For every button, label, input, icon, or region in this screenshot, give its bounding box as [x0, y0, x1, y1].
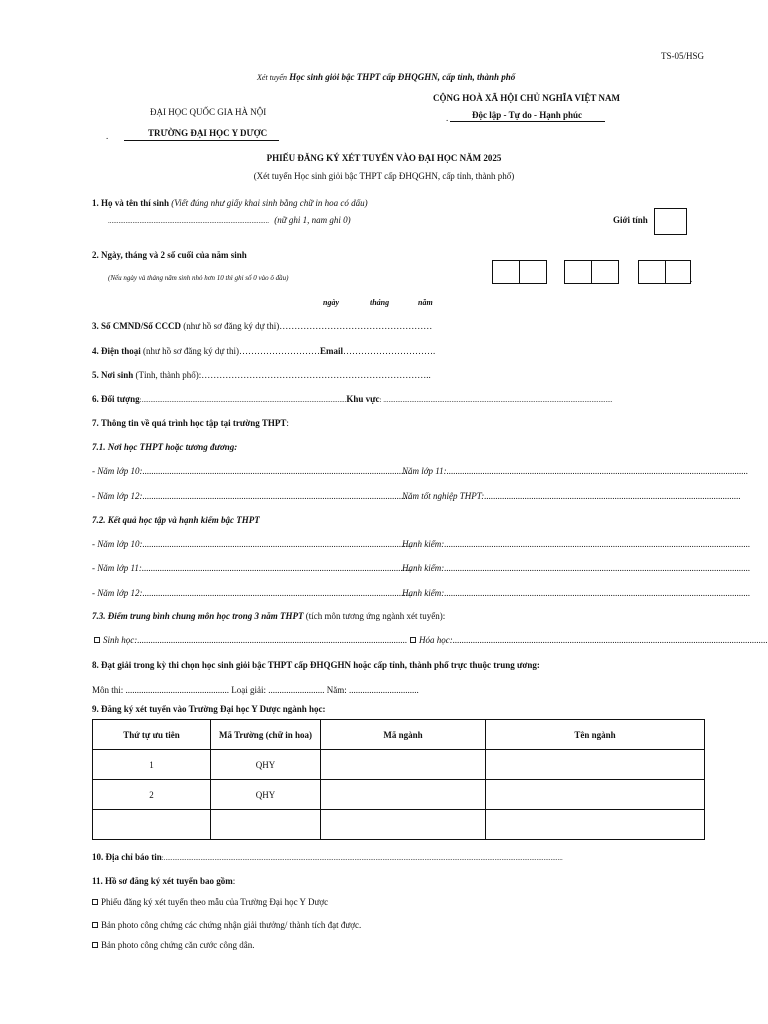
birthplace-label: 5. Nơi sinh — [92, 370, 134, 380]
registration-table — [92, 719, 705, 840]
day-digit-2-box[interactable] — [519, 260, 547, 284]
chemistry-option[interactable] — [410, 635, 768, 645]
birthplace-field[interactable] — [92, 370, 431, 380]
documents-colon: : — [232, 876, 236, 886]
biology-label: Sinh học:........................................................................................................................ — [103, 635, 408, 645]
month-digit-1-box[interactable] — [564, 260, 592, 284]
award-field[interactable]: Môn thi: .............................................. Loại giải: ......................... Năm: ............................... — [92, 685, 419, 695]
year-digit-2-box[interactable] — [665, 260, 691, 284]
priority-order-cell: 1 — [93, 750, 211, 780]
phone-email-field[interactable] — [92, 346, 435, 356]
day-caption: ngày — [323, 298, 339, 307]
right-dot: . — [446, 113, 449, 123]
gender-note: (nữ ghi 1, nam ghi 0) — [274, 215, 351, 225]
priority-field[interactable] — [92, 394, 612, 404]
fullname-label: 1. Họ và tên thí sinh — [92, 198, 170, 208]
school-code-header: Mã Trường (chữ in hoa) — [211, 720, 321, 750]
biology-option[interactable] — [94, 635, 408, 645]
priority-order-header: Thứ tự ưu tiên — [93, 720, 211, 750]
school-code-cell: QHY — [211, 780, 321, 810]
major-name-cell[interactable] — [486, 810, 705, 840]
education-label: 7. Thông tin về quá trình học tập tại trường THPT — [92, 418, 287, 428]
left-dot: . — [106, 131, 109, 141]
section-11 — [92, 876, 235, 886]
registration-label: 9. Đăng ký xét tuyển vào Trường Đại học Y Dược ngành học: — [92, 704, 326, 714]
education-colon: : — [286, 418, 289, 428]
priority-order-cell[interactable] — [93, 810, 211, 840]
section-7-1: 7.1. Nơi học THPT hoặc tương đương: — [92, 442, 238, 452]
year-digit-1-box[interactable] — [638, 260, 666, 284]
document-item-label: Bản photo công chứng căn cước công dân. — [101, 940, 255, 950]
school-name: TRƯỜNG ĐẠI HỌC Y DƯỢC — [148, 128, 268, 138]
documents-label: 11. Hồ sơ đăng ký xét tuyển bao gồm — [92, 876, 233, 886]
gpa-note: (tích môn tương ứng ngành xét tuyển): — [305, 611, 446, 621]
phone-label: 4. Điện thoại — [92, 346, 141, 356]
gender-box[interactable] — [654, 208, 687, 235]
priority-order-cell: 2 — [93, 780, 211, 810]
form-subtitle: (Xét tuyển Học sinh giỏi bậc THPT cấp ĐHQGHN, cấp tỉnh, thành phố) — [253, 171, 515, 181]
month-digit-2-box[interactable] — [591, 260, 619, 284]
fullname-dots: ............................................................................................ — [108, 217, 269, 225]
table-row — [93, 750, 705, 780]
mailing-address-dots: :.................................................................................................................................................................................................................................... — [161, 854, 563, 862]
birthdate-note: (Nếu ngày và tháng năm sinh nhỏ hơn 10 thì ghi số 0 vào ô đầu) — [108, 274, 289, 282]
document-item[interactable] — [92, 897, 328, 907]
table-header-row — [93, 720, 705, 750]
year-dot: . — [690, 274, 693, 284]
grade-12-result[interactable]: - Năm lớp 12:........................................................................................................................ — [92, 588, 413, 598]
month-caption: tháng — [370, 298, 390, 307]
grade-11-result[interactable]: - Năm lớp 11:........................................................................................................................ — [92, 563, 412, 573]
graduation-year[interactable]: Năm tốt nghiệp THPT:.................................................................................................................. — [402, 491, 741, 501]
major-code-cell[interactable] — [321, 780, 486, 810]
top-note — [257, 72, 515, 82]
grade-10-conduct[interactable]: Hạnh kiểm:........................................................................................................................................ — [402, 539, 751, 549]
major-code-cell[interactable] — [321, 750, 486, 780]
grade-10-result[interactable]: - Năm lớp 10:........................................................................................................................ — [92, 539, 413, 549]
top-note-italic: Xét tuyển — [257, 73, 287, 82]
id-number-field[interactable] — [92, 321, 432, 331]
fullname-note: (Viết đúng như giấy khai sinh bằng chữ in hoa có dấu) — [171, 198, 368, 208]
motto-underline — [450, 121, 605, 122]
major-code-cell[interactable] — [321, 810, 486, 840]
table-row — [93, 810, 705, 840]
year-caption: năm — [418, 298, 433, 307]
document-checkbox[interactable] — [92, 899, 98, 905]
document-checkbox[interactable] — [92, 922, 98, 928]
national-motto: Độc lập - Tự do - Hạnh phúc — [472, 110, 583, 120]
form-title: PHIẾU ĐĂNG KÝ XÉT TUYỂN VÀO ĐẠI HỌC NĂM 2025 — [266, 153, 502, 163]
school-code-cell: QHY — [211, 750, 321, 780]
section-7 — [92, 418, 289, 428]
document-item[interactable] — [92, 940, 254, 950]
national-title: CỘNG HOÀ XÃ HỘI CHỦ NGHĨA VIỆT NAM — [433, 93, 620, 103]
grade-12-school[interactable]: - Năm lớp 12:........................................................................................................................ — [92, 491, 413, 501]
document-item-label: Bản photo công chứng các chứng nhận giải thưởng/ thành tích đạt được. — [101, 920, 362, 930]
document-item[interactable] — [92, 920, 361, 930]
major-name-cell[interactable] — [486, 780, 705, 810]
biology-checkbox[interactable] — [94, 637, 100, 643]
mailing-address-label: 10. Địa chỉ báo tin — [92, 852, 162, 862]
day-digit-1-box[interactable] — [492, 260, 520, 284]
phone-rest: (như hồ sơ đăng ký dự thi)……………………… — [143, 346, 321, 356]
grade-11-school[interactable]: Năm lớp 11:...................................................................................................................................... — [402, 466, 749, 476]
gender-label: Giới tính — [613, 215, 648, 225]
id-number-rest: (như hồ sơ đăng ký dự thi)…………………………………………… — [183, 321, 433, 331]
award-label: 8. Đạt giải trong kỳ thi chọn học sinh giỏi bậc THPT cấp ĐHQGHN hoặc cấp tỉnh, thành phố trực thuộc trung ương: — [92, 660, 540, 670]
form-code: TS-05/HSG — [660, 51, 704, 61]
major-name-header: Tên ngành — [486, 720, 705, 750]
id-number-label: 3. Số CMND/Số CCCD — [92, 321, 182, 331]
fullname-field[interactable] — [108, 215, 351, 225]
email-label: Email — [320, 346, 344, 356]
grade-12-conduct[interactable]: Hạnh kiểm:........................................................................................................................................ — [402, 588, 751, 598]
university-name: ĐẠI HỌC QUỐC GIA HÀ NỘI — [150, 107, 267, 117]
table-row — [93, 780, 705, 810]
document-checkbox[interactable] — [92, 942, 98, 948]
region-label: Khu vực — [346, 394, 380, 404]
mailing-address-field[interactable] — [92, 852, 694, 862]
priority-label: 6. Đối tượng — [92, 394, 140, 404]
section-7-2: 7.2. Kết quả học tập và hạnh kiểm bậc THPT — [92, 515, 260, 525]
birthdate-label: 2. Ngày, tháng và 2 số cuối của năm sinh — [92, 250, 247, 260]
email-dots: …………………………. — [343, 346, 436, 356]
chemistry-checkbox[interactable] — [410, 637, 416, 643]
major-code-header: Mã ngành — [321, 720, 486, 750]
section-7-3 — [92, 611, 445, 621]
major-name-cell[interactable] — [486, 750, 705, 780]
birthplace-rest: (Tỉnh, thành phố):………………………………………………………………….. — [135, 370, 431, 380]
section-1 — [92, 198, 368, 208]
grade-10-school[interactable]: - Năm lớp 10:........................................................................................................................ — [92, 466, 413, 476]
school-underline — [124, 140, 279, 141]
top-note-bold: Học sinh giỏi bậc THPT cấp ĐHQGHN, cấp tỉnh, thành phố — [289, 72, 516, 82]
priority-dots: :..................................................................................................................... — [139, 396, 347, 404]
grade-11-conduct[interactable]: Hạnh kiểm:........................................................................................................................................ — [402, 563, 751, 573]
chemistry-label: Hóa học:............................................................................................................................................ — [419, 635, 768, 645]
gpa-label: 7.3. Điểm trung bình chung môn học trong 3 năm THPT — [92, 611, 304, 621]
school-code-cell[interactable] — [211, 810, 321, 840]
document-item-label: Phiếu đăng ký xét tuyển theo mẫu của Trường Đại học Y Dược — [101, 897, 329, 907]
region-dots: : ................................................................................................................................... — [379, 396, 613, 404]
